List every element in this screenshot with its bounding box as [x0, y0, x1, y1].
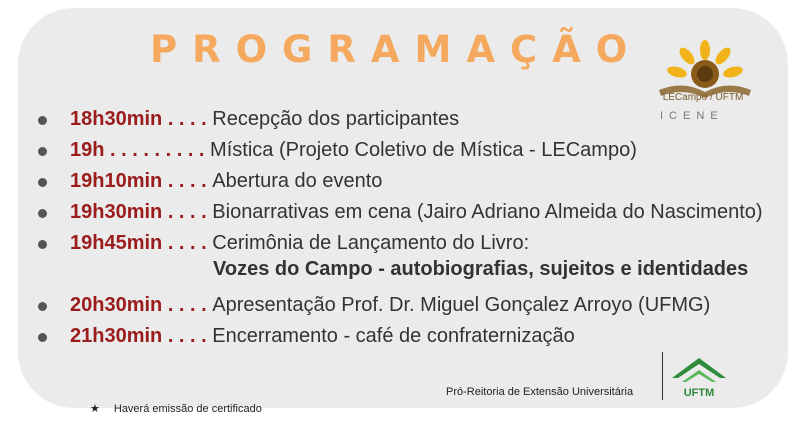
item-dots: . . . . — [162, 294, 213, 316]
item-time: 18h30min — [70, 108, 163, 130]
item-time: 19h45min — [70, 232, 163, 254]
item-time: 21h30min — [70, 325, 163, 347]
bullet-icon — [38, 333, 47, 342]
uftm-logo-text: UFTM — [683, 387, 715, 399]
item-time: 19h10min — [70, 170, 163, 192]
item-dots: . . . . — [162, 108, 213, 130]
item-dots: . . . . — [162, 201, 213, 223]
bullet-icon — [38, 178, 47, 187]
footer-divider — [662, 352, 663, 400]
book-title: Vozes do Campo - autobiografias, sujeitos e identidades — [213, 258, 749, 280]
item-text: Recepção dos participantes — [212, 108, 460, 130]
item-dots: . . . . . . . . . — [104, 139, 211, 161]
item-text: Bionarrativas em cena (Jairo Adriano Almeida do Nascimento) — [212, 201, 763, 223]
item-text: Abertura do evento — [212, 170, 383, 192]
item-dots: . . . . — [162, 232, 213, 254]
bullet-icon — [38, 240, 47, 249]
bullet-icon — [38, 302, 47, 311]
item-text: Encerramento - café de confraternização — [212, 325, 575, 347]
item-time: 19h30min — [70, 201, 163, 223]
bullet-icon — [38, 116, 47, 125]
page-title: PROGRAMAÇÃO — [150, 28, 643, 71]
star-icon: ★ — [90, 403, 100, 415]
item-text: Cerimônia de Lançamento do Livro: — [212, 232, 530, 254]
item-dots: . . . . — [162, 325, 213, 347]
uftm-logo — [668, 354, 730, 400]
item-text: Mística (Projeto Coletivo de Mística - LECampo) — [210, 139, 637, 161]
certificate-note — [90, 402, 262, 415]
item-time: 20h30min — [70, 294, 163, 316]
bullet-icon — [38, 147, 47, 156]
note-text: Haverá emissão de certificado — [113, 403, 262, 415]
footer-text: Pró-Reitoria de Extensão Universitária — [446, 386, 634, 398]
item-time: 19h — [70, 139, 105, 161]
item-text: Apresentação Prof. Dr. Miguel Gonçalez Arroyo (UFMG) — [212, 294, 711, 316]
logo-subtitle: ICENE — [660, 110, 724, 122]
bullet-icon — [38, 209, 47, 218]
logo-label: LECampo / UFTM — [662, 92, 744, 103]
item-dots: . . . . — [162, 170, 213, 192]
